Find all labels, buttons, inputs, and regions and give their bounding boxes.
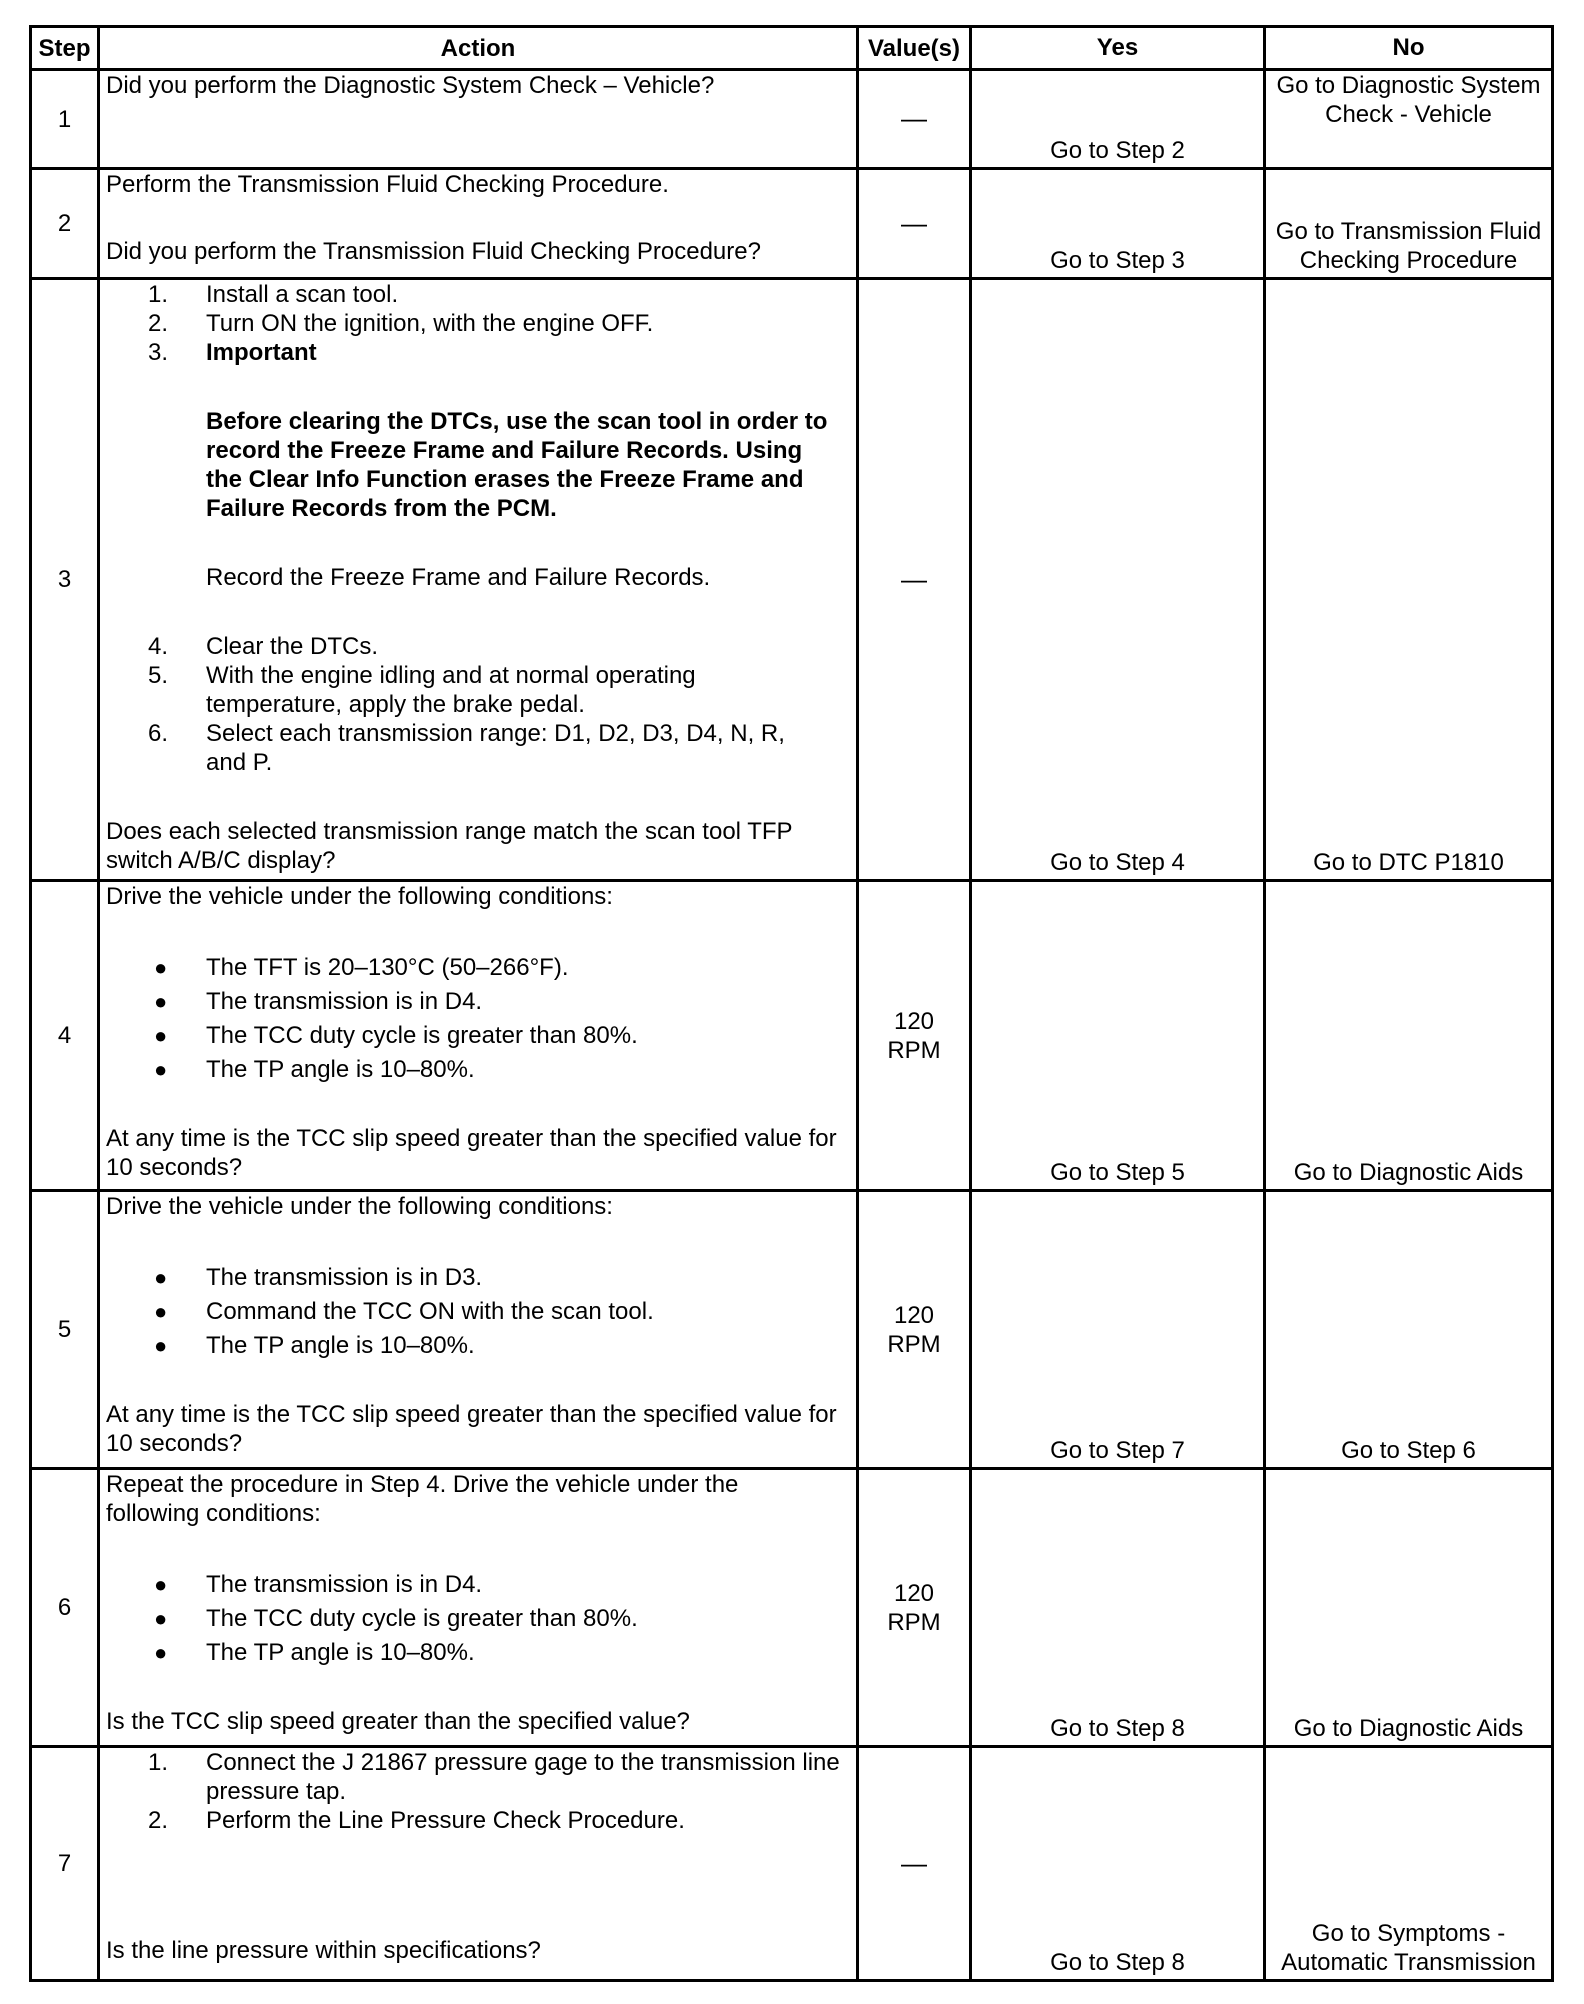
list-item: ● The TP angle is 10–80%. bbox=[154, 1332, 475, 1359]
action-question: Is the TCC slip speed greater than the specified value? bbox=[106, 1708, 690, 1735]
action-intro: Drive the vehicle under the following conditions: bbox=[106, 1193, 613, 1220]
table-row bbox=[31, 1469, 1553, 1747]
list-item: ● The TCC duty cycle is greater than 80%. bbox=[154, 1605, 638, 1632]
value-cell bbox=[858, 70, 971, 169]
action-steps bbox=[106, 632, 850, 777]
value-cell bbox=[858, 881, 971, 1191]
list-item: 1. Install a scan tool. bbox=[148, 281, 399, 308]
list-item: 5. With the engine idling and at normal operating temperature, apply the brake pedal. bbox=[148, 662, 696, 718]
header-values: Value(s) bbox=[858, 27, 971, 70]
table-row bbox=[31, 1747, 1553, 1981]
step-number: 3 bbox=[31, 279, 99, 881]
table-row bbox=[31, 1191, 1553, 1469]
list-item: 4. Clear the DTCs. bbox=[148, 633, 379, 660]
value-cell bbox=[858, 1747, 971, 1981]
no-cell: Go to Diagnostic Aids bbox=[1265, 881, 1553, 1191]
action-cell bbox=[99, 70, 858, 169]
value-cell bbox=[858, 1191, 971, 1469]
yes-cell: Go to Step 8 bbox=[971, 1747, 1265, 1981]
list-item: 1. Connect the J 21867 pressure gage to the transmission line pressure tap. bbox=[148, 1749, 840, 1805]
table-row bbox=[31, 279, 1553, 881]
yes-cell: Go to Step 5 bbox=[971, 881, 1265, 1191]
step-number: 1 bbox=[31, 70, 99, 169]
value-unit: RPM bbox=[887, 1036, 941, 1064]
action-cell bbox=[99, 1191, 858, 1469]
header-row bbox=[31, 27, 1553, 70]
action-cell bbox=[99, 1747, 858, 1981]
condition-list bbox=[106, 953, 850, 1084]
action-steps bbox=[106, 1748, 850, 1835]
list-item: ● Command the TCC ON with the scan tool. bbox=[154, 1298, 654, 1325]
action-intro: Perform the Transmission Fluid Checking Procedure. bbox=[106, 171, 669, 198]
no-cell: Go to Symptoms - Automatic Transmission bbox=[1265, 1747, 1553, 1981]
yes-cell: Go to Step 4 bbox=[971, 279, 1265, 881]
no-cell: Go to Transmission Fluid Checking Procedure bbox=[1265, 169, 1553, 279]
list-item: ● The transmission is in D3. bbox=[154, 1264, 483, 1291]
record-text: Record the Freeze Frame and Failure Records. bbox=[206, 564, 711, 591]
value-cell bbox=[858, 169, 971, 279]
yes-cell: Go to Step 3 bbox=[971, 169, 1265, 279]
no-cell: Go to DTC P1810 bbox=[1265, 279, 1553, 881]
action-question: Did you perform the Diagnostic System Check – Vehicle? bbox=[106, 72, 715, 99]
diagnostic-table bbox=[29, 25, 1554, 1982]
action-question: Did you perform the Transmission Fluid Checking Procedure? bbox=[106, 238, 761, 265]
action-cell bbox=[99, 279, 858, 881]
step-number: 6 bbox=[31, 1469, 99, 1747]
action-question: Does each selected transmission range match the scan tool TFP switch A/B/C display? bbox=[106, 818, 793, 874]
action-question: Is the line pressure within specifications? bbox=[106, 1937, 541, 1964]
yes-cell: Go to Step 7 bbox=[971, 1191, 1265, 1469]
value-dash: — bbox=[901, 563, 927, 594]
action-cell bbox=[99, 881, 858, 1191]
yes-cell: Go to Step 8 bbox=[971, 1469, 1265, 1747]
table-row bbox=[31, 70, 1553, 169]
action-question: At any time is the TCC slip speed greater than the specified value for 10 seconds? bbox=[106, 1125, 837, 1181]
table-row bbox=[31, 169, 1553, 279]
action-cell bbox=[99, 169, 858, 279]
list-item: ● The transmission is in D4. bbox=[154, 1571, 483, 1598]
step-number: 4 bbox=[31, 881, 99, 1191]
value-dash: — bbox=[901, 103, 927, 133]
value-dash: — bbox=[901, 207, 927, 238]
action-steps bbox=[106, 280, 850, 367]
table-row bbox=[31, 881, 1553, 1191]
list-item: 2. Turn ON the ignition, with the engine OFF. bbox=[148, 310, 654, 337]
step-number: 5 bbox=[31, 1191, 99, 1469]
list-item: 3. Important bbox=[148, 339, 317, 366]
value-cell bbox=[858, 1469, 971, 1747]
header-yes: Yes bbox=[971, 27, 1265, 70]
yes-cell: Go to Step 2 bbox=[971, 70, 1265, 169]
list-item: ● The TCC duty cycle is greater than 80%. bbox=[154, 1022, 638, 1049]
no-cell: Go to Diagnostic System Check - Vehicle bbox=[1265, 70, 1553, 169]
list-item: ● The TP angle is 10–80%. bbox=[154, 1056, 475, 1083]
value-unit: RPM bbox=[887, 1330, 941, 1358]
action-intro: Repeat the procedure in Step 4. Drive the vehicle under the following conditions: bbox=[106, 1471, 739, 1527]
value-number: 120 bbox=[893, 1301, 935, 1329]
step-number: 2 bbox=[31, 169, 99, 279]
header-step: Step bbox=[31, 27, 99, 70]
value-cell bbox=[858, 279, 971, 881]
header-no: No bbox=[1265, 27, 1553, 70]
important-note: Before clearing the DTCs, use the scan tool in order to record the Freeze Frame and Failure Records. Using the Clear Info Function erases the Freeze Frame and Failure Records from the PCM. bbox=[206, 408, 828, 522]
value-number: 120 bbox=[893, 1579, 935, 1607]
list-item: ● The transmission is in D4. bbox=[154, 988, 483, 1015]
value-number: 120 bbox=[893, 1007, 935, 1035]
list-item: ● The TFT is 20–130°C (50–266°F). bbox=[154, 954, 569, 981]
list-item: ● The TP angle is 10–80%. bbox=[154, 1639, 475, 1666]
value-dash: — bbox=[901, 1847, 927, 1878]
list-item: 2. Perform the Line Pressure Check Procedure. bbox=[148, 1807, 685, 1834]
action-cell bbox=[99, 1469, 858, 1747]
condition-list bbox=[106, 1263, 850, 1360]
step-number: 7 bbox=[31, 1747, 99, 1981]
action-question: At any time is the TCC slip speed greater than the specified value for 10 seconds? bbox=[106, 1401, 837, 1457]
condition-list bbox=[106, 1570, 850, 1667]
header-action: Action bbox=[99, 27, 858, 70]
no-cell: Go to Diagnostic Aids bbox=[1265, 1469, 1553, 1747]
no-cell: Go to Step 6 bbox=[1265, 1191, 1553, 1469]
list-item: 6. Select each transmission range: D1, D2, D3, D4, N, R, and P. bbox=[148, 720, 785, 776]
value-unit: RPM bbox=[887, 1608, 941, 1636]
action-intro: Drive the vehicle under the following conditions: bbox=[106, 883, 613, 910]
